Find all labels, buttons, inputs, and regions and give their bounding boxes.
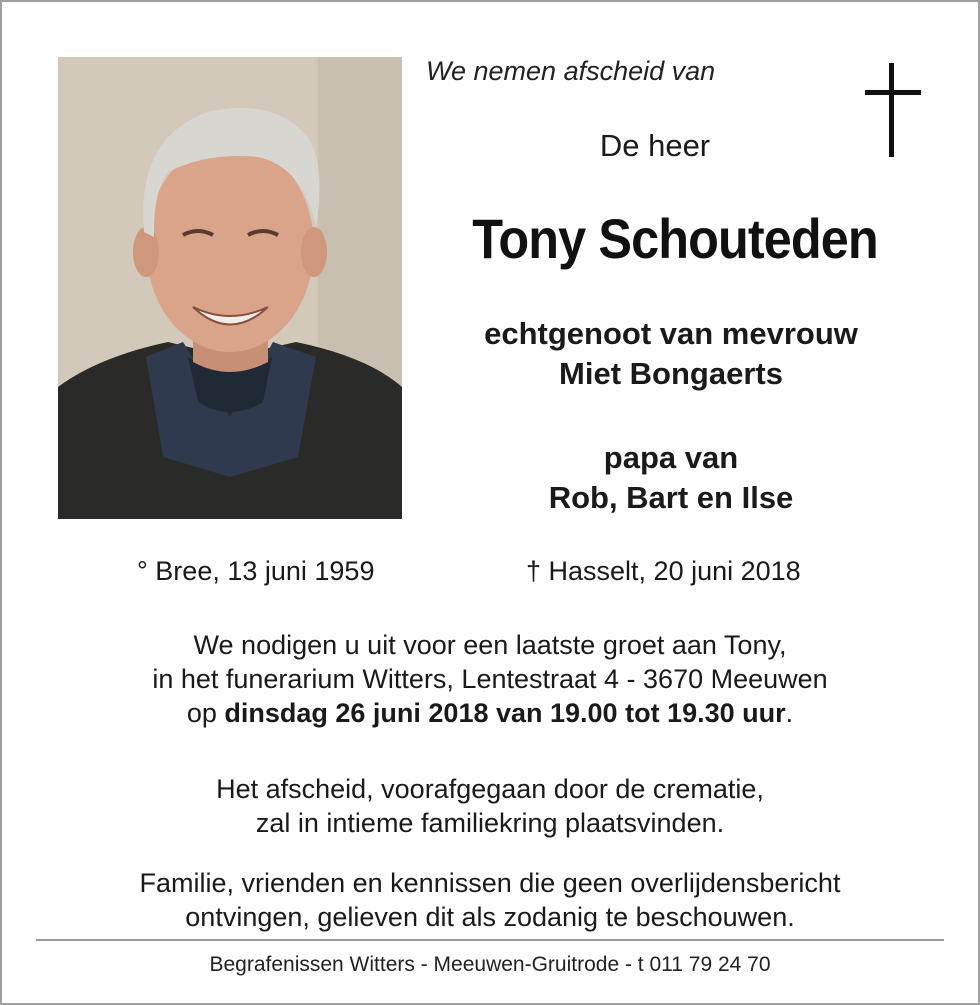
deceased-name: Tony Schouteden <box>472 207 878 270</box>
children-names: Rob, Bart en Ilse <box>548 480 794 515</box>
death-date: † Hasselt, 20 juni 2018 <box>526 556 801 586</box>
closing-line: Familie, vrienden en kennissen die geen overlijdensbericht <box>139 868 841 898</box>
closing-line: ontvingen, gelieven dit als zodanig te beschouwen. <box>185 902 795 932</box>
closing-paragraph <box>40 866 940 934</box>
invitation-prefix: op <box>186 698 225 728</box>
invitation-suffix: . <box>785 698 794 728</box>
visitation-time: dinsdag 26 juni 2018 van 19.00 tot 19.30 uur <box>224 698 786 728</box>
farewell-paragraph <box>40 772 940 840</box>
invitation-paragraph <box>40 628 940 730</box>
invitation-line: We nodigen u uit voor een laatste groet aan Tony, <box>193 630 787 660</box>
children-block <box>430 438 912 518</box>
farewell-line: Het afscheid, voorafgegaan door de crematie, <box>216 774 764 804</box>
salutation: De heer <box>599 128 711 163</box>
invitation-line: in het funerarium Witters, Lentestraat 4 - 3670 Meeuwen <box>152 664 828 694</box>
birth-date: ° Bree, 13 juni 1959 <box>137 556 375 586</box>
spouse-name: Miet Bongaerts <box>559 356 783 391</box>
divider <box>36 939 944 941</box>
spouse-block <box>430 314 912 394</box>
funeral-home-footer: Begrafenissen Witters - Meeuwen-Gruitrode - t 011 79 24 70 <box>209 953 771 976</box>
spouse-label: echtgenoot van mevrouw <box>484 316 858 351</box>
children-label: papa van <box>603 440 739 475</box>
invitation-line <box>40 696 940 730</box>
intro-text: We nemen afscheid van <box>426 56 716 86</box>
portrait-photo <box>58 57 402 519</box>
farewell-line: zal in intieme familiekring plaatsvinden. <box>255 808 725 838</box>
